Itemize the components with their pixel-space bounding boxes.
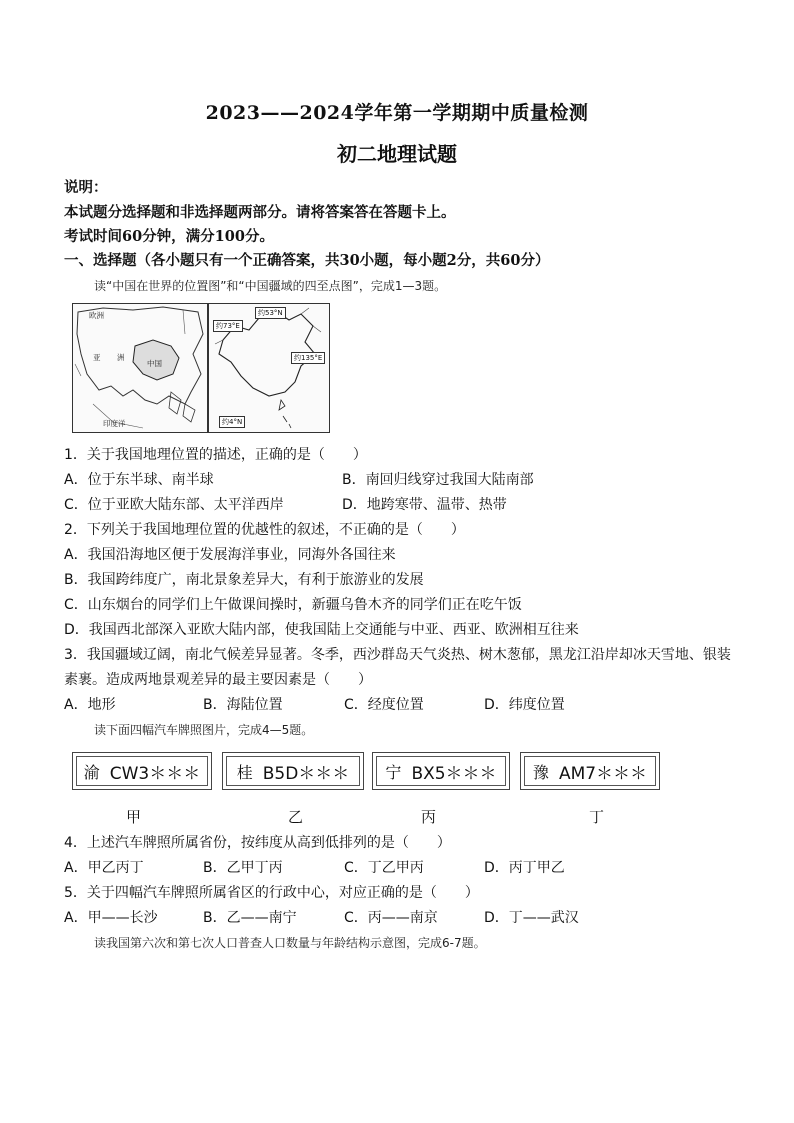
section-1-heading: 一、选择题（各小题只有一个正确答案，共30小题，每小题2分，共60分） <box>64 252 550 269</box>
map-china-extreme-points <box>208 303 330 433</box>
q1-stem: 1．关于我国地理位置的描述，正确的是（ ） <box>64 447 367 463</box>
q2-stem: 2．下列关于我国地理位置的优越性的叙述，不正确的是（ ） <box>64 522 465 538</box>
q4-option-d: D．丙丁甲乙 <box>484 860 565 876</box>
q1-option-a: A．位于东半球、南半球 <box>64 472 214 488</box>
q3-option-c: C．经度位置 <box>344 697 424 713</box>
q4-option-a: A．甲乙丙丁 <box>64 860 144 876</box>
map-label-china: 中国 <box>147 359 162 368</box>
q4-option-c: C．丁乙甲丙 <box>344 860 424 876</box>
map-label-ya: 亚 <box>93 353 101 362</box>
plate-ding-code: AM7＊＊＊ <box>558 763 648 784</box>
q1-option-c: C．位于亚欧大陆东部、太平洋西岸 <box>64 497 284 513</box>
exam-title: 2023——2024学年第一学期期中质量检测 <box>205 102 589 124</box>
q5-option-a: A．甲——长沙 <box>64 910 158 926</box>
q4-stem: 4．上述汽车牌照所属省份，按纬度从高到低排列的是（ ） <box>64 835 451 851</box>
map-label-zhou: 洲 <box>117 353 125 362</box>
plate-yi <box>222 752 364 790</box>
notes-line-1: 本试题分选择题和非选择题两部分。请将答案答在答题卡上。 <box>64 204 456 221</box>
plate-label-yi: 乙 <box>288 808 304 826</box>
q3-stem-line-2: 素裹。造成两地景观差异的最主要因素是（ ） <box>64 672 372 688</box>
plate-ding-province: 豫 <box>532 762 549 782</box>
notes-line-2: 考试时间60分钟，满分100分。 <box>64 228 274 245</box>
plate-label-jia: 甲 <box>126 808 142 826</box>
q2-option-d: D．我国西北部深入亚欧大陆内部，使我国陆上交通能与中亚、西亚、欧洲相互往来 <box>64 622 579 638</box>
intro-q4-5: 读下面四幅汽车牌照图片，完成4—5题。 <box>94 723 314 737</box>
q3-option-a: A．地形 <box>64 697 116 713</box>
plate-jia <box>72 752 212 790</box>
plate-jia-code: CW3＊＊＊ <box>109 763 201 784</box>
q2-option-b: B．我国跨纬度广，南北景象差异大，有利于旅游业的发展 <box>64 572 424 588</box>
exam-subtitle: 初二地理试题 <box>337 142 457 166</box>
plate-ding <box>520 752 660 790</box>
map-label-indian-ocean: 印度洋 <box>103 419 126 428</box>
intro-q1-3: 读“中国在世界的位置图”和“中国疆域的四至点图”，完成1—3题。 <box>94 279 447 293</box>
q1-option-d: D．地跨寒带、温带、热带 <box>342 497 507 513</box>
label-east-point: 约135°E <box>291 352 325 364</box>
plate-label-ding: 丁 <box>589 808 605 826</box>
plate-bing <box>372 752 510 790</box>
q4-option-b: B．乙甲丁丙 <box>203 860 283 876</box>
map-china-in-world-drawing <box>73 304 207 432</box>
plate-bing-code: BX5＊＊＊ <box>411 763 497 784</box>
q5-option-c: C．丙——南京 <box>344 910 438 926</box>
q3-stem-line-1: 3．我国疆域辽阔，南北气候差异显著。冬季，西沙群岛天气炎热、树木葱郁，黑龙江沿岸却冰天雪地、银装 <box>64 647 731 663</box>
intro-q6-7: 读我国第六次和第七次人口普查人口数量与年龄结构示意图，完成6-7题。 <box>94 936 486 950</box>
q3-option-b: B．海陆位置 <box>203 697 283 713</box>
plate-yi-code: B5D＊＊＊ <box>262 763 350 784</box>
label-west-point: 约73°E <box>213 320 243 332</box>
q2-option-c: C．山东烟台的同学们上午做课间操时，新疆乌鲁木齐的同学们正在吃午饭 <box>64 597 522 613</box>
q3-option-d: D．纬度位置 <box>484 697 565 713</box>
plate-label-bing: 丙 <box>421 808 437 826</box>
plate-jia-province: 渝 <box>83 762 100 782</box>
q5-option-d: D．丁——武汉 <box>484 910 579 926</box>
q5-option-b: B．乙——南宁 <box>203 910 297 926</box>
plate-yi-province: 桂 <box>236 762 253 782</box>
plate-bing-province: 宁 <box>385 762 402 782</box>
q5-stem: 5．关于四幅汽车牌照所属省区的行政中心，对应正确的是（ ） <box>64 885 479 901</box>
label-south-point: 约4°N <box>219 416 245 428</box>
q2-option-a: A．我国沿海地区便于发展海洋事业，同海外各国往来 <box>64 547 396 563</box>
q1-option-b: B．南回归线穿过我国大陆南部 <box>342 472 534 488</box>
notes-heading: 说明： <box>64 179 108 196</box>
map-label-europe: 欧洲 <box>89 311 104 320</box>
label-north-point: 约53°N <box>255 307 286 319</box>
map-china-in-world <box>72 303 208 433</box>
